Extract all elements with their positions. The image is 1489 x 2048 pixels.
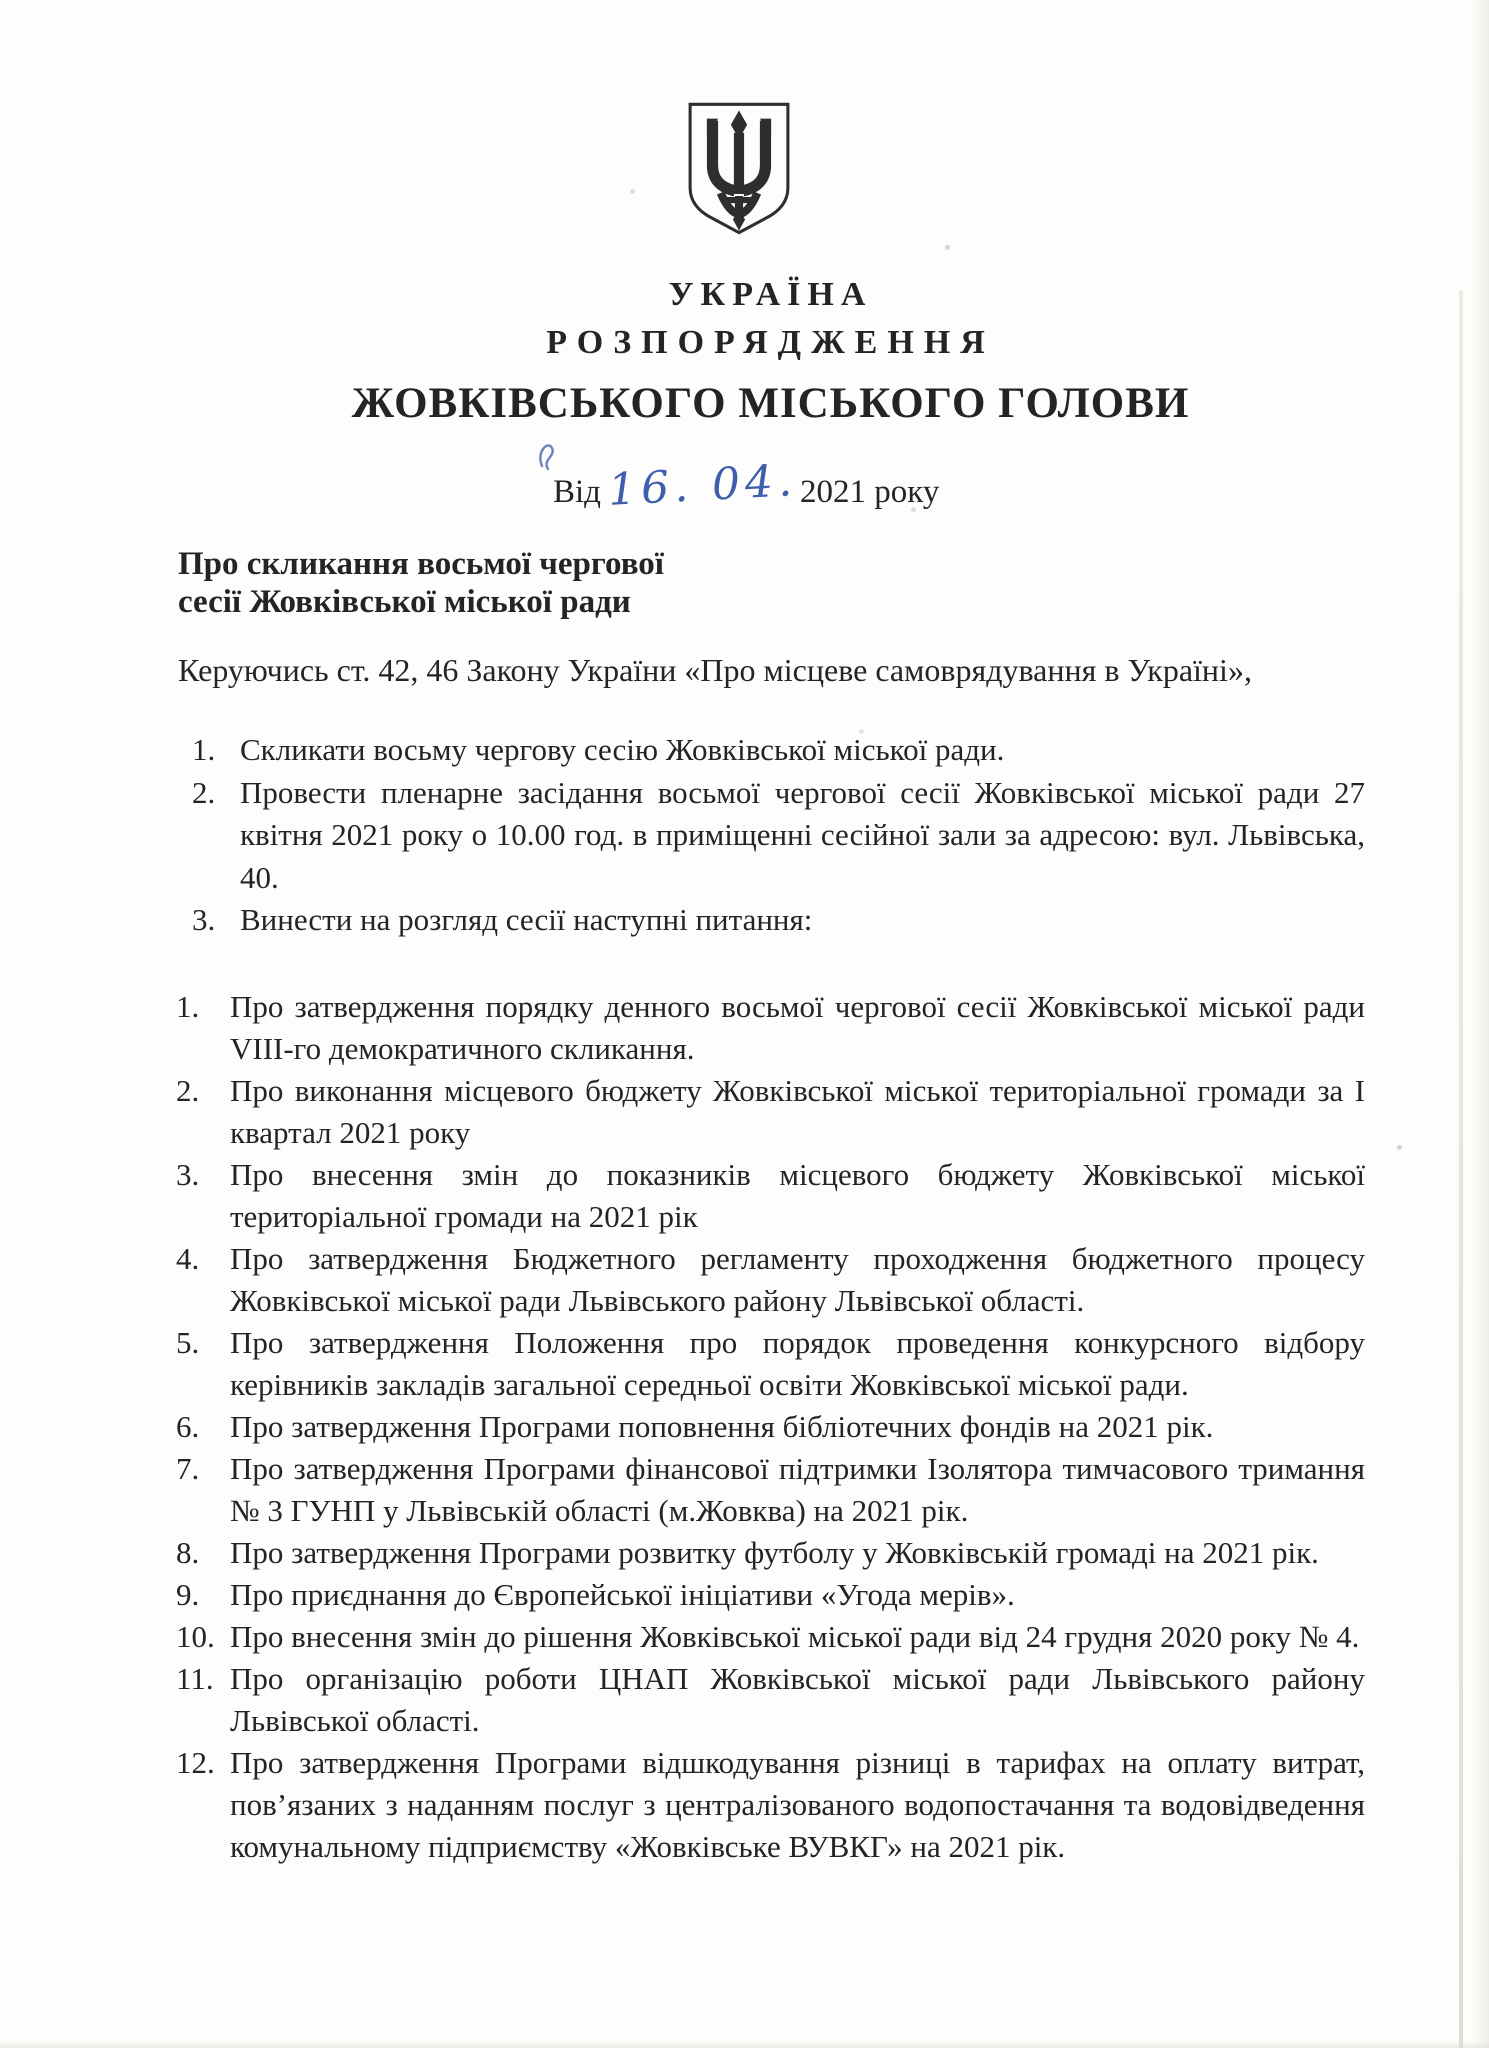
directives-list [192, 729, 1365, 942]
list-item-number: 10. [176, 1619, 215, 1654]
list-item-text: Про організацію роботи ЦНАП Жовківської міської ради Львівського району Львівської області. [230, 1661, 1365, 1738]
country-title: УКРАЇНА [668, 276, 873, 313]
list-item [176, 1154, 1365, 1238]
issuer-title: ЖОВКІВСЬКОГО МІСЬКОГО ГОЛОВИ [351, 380, 1190, 427]
list-item-number: 3. [192, 902, 216, 937]
list-item-number: 11. [176, 1661, 214, 1696]
agenda-list [176, 986, 1365, 1868]
scan-noise-specks [0, 0, 3, 3]
date-prefix-label: Від [553, 474, 601, 510]
list-item-number: 7. [176, 1451, 200, 1486]
list-item-number: 5. [176, 1325, 200, 1360]
list-item [176, 1448, 1365, 1532]
list-item [176, 986, 1365, 1070]
preamble-text: Керуючись ст. 42, 46 Закону України «Про місцеве самоврядування в Україні», [178, 652, 1252, 688]
list-item [176, 1070, 1365, 1154]
subject-line-2: сесії Жовківської міської ради [178, 584, 631, 620]
list-item [192, 772, 1365, 900]
scan-edge-line [1459, 290, 1463, 2048]
list-item-number: 3. [176, 1157, 200, 1192]
list-item-text: Про виконання місцевого бюджету Жовківської міської територіальної громади за І квартал 2021 року [230, 1073, 1365, 1150]
list-item-text: Про затвердження Бюджетного регламенту проходження бюджетного процесу Жовківської міської ради Львівського району Львівської області. [230, 1241, 1365, 1318]
list-item-number: 6. [176, 1409, 200, 1444]
list-item-number: 2. [192, 774, 216, 810]
list-item-text: Про затвердження Програми відшкодування різниці в тарифах на оплату витрат, пов’язаних з наданням послуг з централізованого водопостачання та водовідведення комунальному підприємству «Жовківське ВУВКГ» на 2021 рік. [230, 1745, 1365, 1864]
list-item-number: 9. [176, 1577, 200, 1612]
list-item-text: Про затвердження Програми поповнення бібліотечних фондів на 2021 рік. [230, 1409, 1214, 1444]
list-item [176, 1406, 1365, 1448]
list-item-text: Про внесення змін до рішення Жовківської міської ради від 24 грудня 2020 року № 4. [230, 1619, 1360, 1654]
list-item-text: Провести пленарне засідання восьмої чергової сесії Жовківської міської ради 27 квітня 2021 року о 10.00 год. в приміщенні сесійної зали за адресою: вул. Львівська, 40. [240, 774, 1365, 895]
date-line [176, 455, 1365, 540]
handwritten-date: 16. 04. [606, 455, 799, 516]
document-header [176, 276, 1365, 428]
list-item [192, 899, 1365, 942]
list-item-number: 4. [176, 1241, 200, 1276]
subject-block [178, 545, 664, 621]
subject-line-1: Про скликання восьмої чергової [178, 546, 664, 582]
list-item-text: Винести на розгляд сесії наступні питання: [240, 902, 813, 937]
list-item [192, 729, 1365, 772]
ukraine-trident-emblem-icon [684, 100, 794, 238]
list-item-number: 2. [176, 1073, 200, 1108]
list-item-text: Скликати восьму чергову сесію Жовківської міської ради. [240, 732, 1005, 767]
list-item [176, 1322, 1365, 1406]
list-item [176, 1532, 1365, 1574]
list-item-number: 1. [192, 732, 216, 767]
list-item-number: 1. [176, 989, 200, 1024]
list-item [176, 1742, 1365, 1868]
list-item-text: Про затвердження Положення про порядок проведення конкурсного відбору керівників закладів загальної середньої освіти Жовківської міської ради. [230, 1325, 1365, 1402]
list-item-number: 8. [176, 1535, 200, 1570]
date-year-label: 2021 року [800, 474, 940, 510]
list-item-number: 12. [176, 1745, 215, 1780]
document-type-title: РОЗПОРЯДЖЕННЯ [546, 324, 995, 361]
list-item [176, 1238, 1365, 1322]
list-item-text: Про приєднання до Європейської ініціативи «Угода мерів». [230, 1577, 1015, 1612]
list-item-text: Про внесення змін до показників місцевого бюджету Жовківської міської територіальної громади на 2021 рік [230, 1157, 1365, 1234]
list-item [176, 1574, 1365, 1616]
list-item-text: Про затвердження Програми фінансової підтримки Ізолятора тимчасового тримання № 3 ГУНП у Львівській області (м.Жовква) на 2021 рік. [230, 1451, 1365, 1528]
list-item [176, 1616, 1365, 1658]
list-item [176, 1658, 1365, 1742]
list-item-text: Про затвердження порядку денного восьмої чергової сесії Жовківської міської ради VIII-го демократичного скликання. [230, 989, 1365, 1066]
scan-bottom-shadow [0, 2040, 1489, 2048]
list-item-text: Про затвердження Програми розвитку футболу у Жовківській громаді на 2021 рік. [230, 1535, 1319, 1570]
scan-edge-shadow [1473, 0, 1489, 2048]
